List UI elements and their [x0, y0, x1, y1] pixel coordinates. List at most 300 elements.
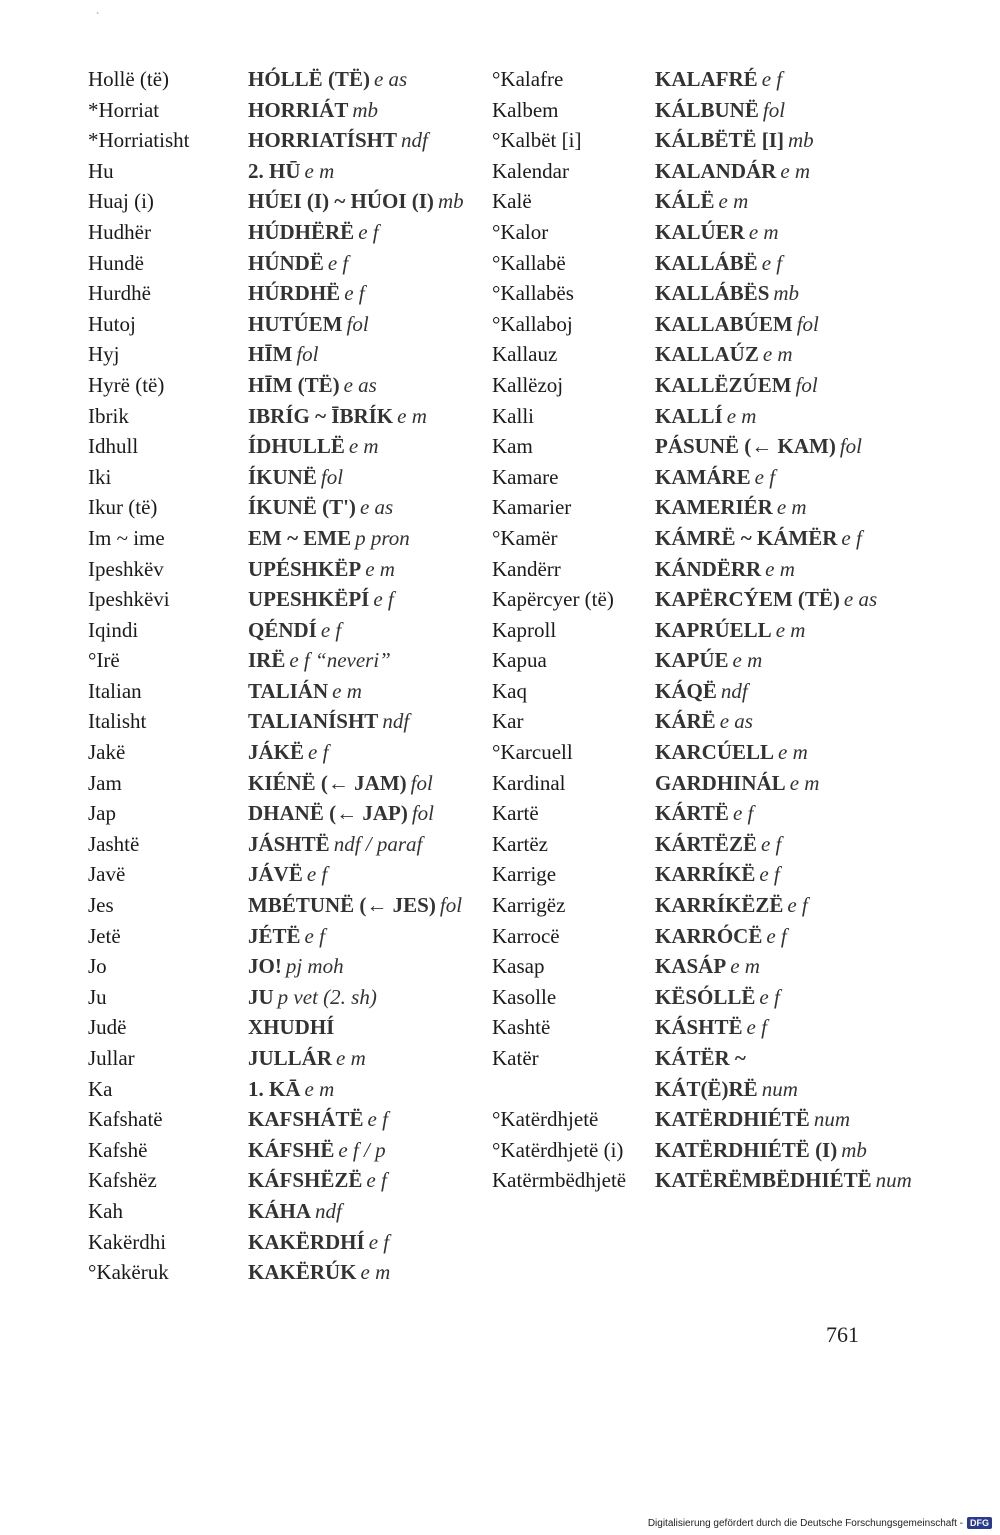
albanian-headword: °Kakëruk — [88, 1260, 169, 1285]
arbresh-word: JULLÁR — [248, 1046, 333, 1070]
grammar-label: e m — [776, 495, 807, 520]
grammar-label: e m — [780, 158, 811, 183]
arbresh-equivalent — [655, 339, 892, 370]
footer — [648, 1517, 992, 1529]
grammar-label: e m — [778, 740, 808, 765]
dictionary-entry — [492, 951, 892, 982]
grammar-label: fol — [796, 311, 819, 336]
albanian-headword: Kaproll — [492, 617, 557, 642]
arbresh-word: ÍKUNË (T') — [248, 495, 356, 520]
albanian-headword: Kandërr — [492, 556, 561, 581]
arbresh-equivalent — [655, 951, 892, 982]
albanian-headword: °Katërdhjetë — [492, 1107, 599, 1132]
arbresh-word: KIÉNË (← JAM) — [248, 770, 407, 795]
dictionary-entry — [492, 248, 892, 279]
albanian-headword: °Kallabës — [492, 281, 574, 306]
arbresh-word: KALLABÚEM — [655, 311, 793, 336]
grammar-label: fol — [411, 801, 434, 826]
arbresh-word: KAFSHÁTË — [248, 1107, 364, 1132]
dictionary-entry — [88, 921, 488, 952]
arbresh-equivalent — [655, 584, 892, 615]
grammar-label: e m — [360, 1260, 391, 1285]
dictionary-entry — [88, 1043, 488, 1074]
albanian-headword: Kapua — [492, 648, 547, 673]
dictionary-entry — [88, 1257, 488, 1288]
dictionary-entry — [492, 890, 892, 921]
arbresh-equivalent — [248, 156, 488, 187]
grammar-label: fol — [439, 893, 463, 918]
albanian-headword: Ju — [88, 984, 107, 1009]
arbresh-equivalent — [655, 645, 892, 676]
dictionary-entry — [88, 951, 488, 982]
grammar-label: e f — [759, 984, 780, 1009]
dictionary-entry — [492, 829, 892, 860]
dictionary-entry — [492, 95, 892, 126]
albanian-headword: Jam — [88, 770, 122, 795]
grammar-label: e as — [343, 372, 377, 397]
grammar-label: e m — [726, 403, 757, 428]
grammar-label: e m — [789, 770, 820, 795]
grammar-label: mb — [841, 1137, 867, 1162]
arbresh-word: KALÚER — [655, 219, 745, 244]
arbresh-equivalent — [248, 982, 488, 1013]
dictionary-entry — [492, 554, 892, 585]
dictionary-entry — [492, 523, 892, 554]
arbresh-equivalent — [248, 64, 488, 95]
arbresh-word: KATËRDHIÉTË — [655, 1107, 810, 1132]
albanian-headword: Kafshëz — [88, 1168, 157, 1193]
arbresh-word: IBRÍG ~ ĪBRÍK — [248, 403, 394, 428]
arbresh-word: 2. HŪ — [248, 158, 301, 183]
arbresh-equivalent — [655, 462, 892, 493]
arbresh-equivalent — [248, 1043, 488, 1074]
arbresh-equivalent — [655, 492, 892, 523]
dictionary-entry — [88, 615, 488, 646]
albanian-headword: Hundë — [88, 250, 144, 275]
albanian-headword: Kapërcyer (të) — [492, 587, 614, 612]
albanian-headword: Kafshatë — [88, 1107, 163, 1132]
grammar-label: num — [761, 1076, 798, 1101]
albanian-headword: Hu — [88, 158, 114, 183]
arbresh-word: JÁKË — [248, 740, 305, 765]
arbresh-word: KAMÁRE — [655, 464, 751, 489]
arbresh-equivalent — [248, 1012, 488, 1043]
albanian-headword: Kakërdhi — [88, 1229, 167, 1254]
dictionary-entry — [88, 492, 488, 523]
arbresh-equivalent — [248, 1257, 488, 1288]
arbresh-word: KÁRTË — [655, 801, 729, 826]
scan-mark: ` — [96, 12, 100, 23]
albanian-headword: °Irë — [88, 648, 120, 673]
dictionary-entry — [88, 370, 488, 401]
arbresh-equivalent — [655, 1135, 892, 1166]
arbresh-word: KAKËRÚK — [248, 1260, 357, 1285]
grammar-label: fol — [762, 97, 786, 122]
grammar-label: e f — [304, 923, 325, 948]
arbresh-equivalent — [248, 1165, 488, 1196]
arbresh-equivalent — [655, 859, 892, 890]
arbresh-word: KARRÍKËZË — [655, 893, 784, 918]
albanian-headword: Huaj (i) — [88, 189, 154, 214]
arbresh-equivalent — [655, 615, 892, 646]
dictionary-entry — [88, 829, 488, 860]
dictionary-entry — [492, 125, 892, 156]
grammar-label: e m — [732, 648, 763, 673]
albanian-headword: Ipeshkëvi — [88, 587, 170, 612]
dictionary-entry — [88, 584, 488, 615]
dictionary-entry — [492, 921, 892, 952]
grammar-label: fol — [296, 342, 319, 367]
grammar-label: e f — [368, 1229, 390, 1254]
arbresh-equivalent — [655, 95, 892, 126]
dictionary-entry — [88, 401, 488, 432]
arbresh-word: TALIÁN — [248, 678, 329, 703]
grammar-label: fol — [320, 464, 344, 489]
arbresh-equivalent — [655, 248, 892, 279]
albanian-headword: Jap — [88, 801, 116, 826]
grammar-label: e f — [754, 464, 776, 489]
albanian-headword: Kam — [492, 434, 533, 459]
dictionary-entry — [88, 554, 488, 585]
arbresh-word: HORRIATÍSHT — [248, 128, 397, 153]
albanian-headword: Kalë — [492, 189, 532, 214]
grammar-label: e m — [397, 403, 427, 428]
albanian-headword: Hudhër — [88, 219, 151, 244]
albanian-headword: Italisht — [88, 709, 147, 734]
albanian-headword: *Horriat — [88, 97, 160, 122]
arbresh-word: ÍDHULLË — [248, 434, 345, 459]
dictionary-entry — [492, 706, 892, 737]
grammar-label: e m — [718, 189, 749, 214]
arbresh-word: KARRÍKË — [655, 862, 756, 887]
albanian-headword: Ka — [88, 1076, 113, 1101]
dictionary-entry — [492, 615, 892, 646]
dictionary-entry — [492, 645, 892, 676]
grammar-label: e f — [761, 67, 783, 91]
arbresh-equivalent — [248, 186, 488, 217]
arbresh-equivalent — [248, 278, 488, 309]
dictionary-entry — [88, 125, 488, 156]
arbresh-equivalent — [248, 921, 488, 952]
arbresh-equivalent — [655, 982, 892, 1013]
arbresh-equivalent — [655, 401, 892, 432]
arbresh-word: HÚDHËRË — [248, 219, 355, 244]
dictionary-entry — [88, 309, 488, 340]
albanian-headword: Katër — [492, 1046, 539, 1070]
dictionary-entry — [88, 64, 488, 95]
dictionary-entry — [492, 859, 892, 890]
albanian-headword: Kashtë — [492, 1015, 551, 1040]
arbresh-word: HÚEI (I) ~ HÚOI (I) — [248, 189, 434, 214]
arbresh-word: KARRÓCË — [655, 923, 763, 948]
dictionary-entry — [88, 95, 488, 126]
albanian-headword: Ikur (të) — [88, 495, 158, 520]
albanian-headword: Jes — [88, 893, 114, 918]
arbresh-word: HÓLLË (TË) — [248, 67, 370, 91]
grammar-label: e f — [327, 250, 349, 275]
grammar-label: e f — [746, 1015, 767, 1040]
arbresh-equivalent — [655, 370, 892, 401]
arbresh-equivalent — [248, 1196, 488, 1227]
arbresh-equivalent — [248, 829, 488, 860]
arbresh-equivalent — [248, 370, 488, 401]
grammar-label: e m — [336, 1046, 366, 1070]
dictionary-entry — [492, 798, 892, 829]
arbresh-equivalent — [248, 339, 488, 370]
grammar-label: e f — [373, 587, 394, 612]
arbresh-equivalent — [655, 156, 892, 187]
dictionary-entry — [492, 64, 892, 95]
grammar-label: e f — [766, 923, 787, 948]
grammar-label: e f / p — [338, 1137, 386, 1162]
dictionary-entry — [88, 982, 488, 1013]
arbresh-equivalent — [248, 1104, 488, 1135]
arbresh-word: KALAFRÉ — [655, 67, 758, 91]
albanian-headword: Kartë — [492, 801, 539, 826]
arbresh-word: QÉNDÍ — [248, 617, 317, 642]
grammar-label: ndf — [400, 128, 428, 153]
grammar-label: e f — [344, 281, 365, 306]
dictionary-entry — [492, 492, 892, 523]
grammar-label: e m — [748, 219, 779, 244]
arbresh-word: KÁLË — [655, 189, 715, 214]
albanian-headword: Kallëzoj — [492, 372, 564, 397]
grammar-label: e m — [775, 617, 806, 642]
albanian-headword: Jo — [88, 954, 107, 979]
albanian-headword: Kalli — [492, 403, 534, 428]
albanian-headword: Kaq — [492, 678, 527, 703]
albanian-headword: Hyj — [88, 342, 120, 367]
arbresh-word: KÁMRË ~ KÁMËR — [655, 525, 838, 550]
arbresh-word: 1. KĀ — [248, 1076, 301, 1101]
arbresh-word: JÉTË — [248, 923, 301, 948]
arbresh-equivalent — [655, 798, 892, 829]
albanian-headword: Jashtë — [88, 831, 140, 856]
albanian-headword: Karrocë — [492, 923, 560, 948]
arbresh-word: EM ~ EME — [248, 525, 352, 550]
dictionary-entry — [492, 401, 892, 432]
arbresh-word: KATËRDHIÉTË (I) — [655, 1137, 838, 1162]
albanian-headword: Judë — [88, 1015, 127, 1040]
albanian-headword: Kah — [88, 1198, 123, 1223]
arbresh-equivalent — [248, 1074, 488, 1105]
albanian-headword: °Kamër — [492, 525, 558, 550]
grammar-label: e f — [320, 617, 342, 642]
page-number: 761 — [826, 1322, 859, 1347]
arbresh-equivalent — [248, 951, 488, 982]
grammar-label: e as — [719, 709, 753, 734]
dictionary-entry — [492, 339, 892, 370]
dictionary-entry — [88, 462, 488, 493]
arbresh-equivalent — [248, 798, 488, 829]
arbresh-equivalent — [248, 248, 488, 279]
dictionary-entry — [88, 278, 488, 309]
arbresh-word: KÁLBUNË — [655, 97, 759, 122]
grammar-label: e f — [787, 893, 808, 918]
arbresh-word: KATËRËMBËDHIÉTË — [655, 1168, 872, 1193]
arbresh-word: HĪM (TË) — [248, 372, 340, 397]
arbresh-word: TALIANÍSHT — [248, 709, 379, 734]
arbresh-word: IRË — [248, 648, 286, 673]
albanian-headword: Idhull — [88, 434, 139, 459]
arbresh-equivalent — [655, 186, 892, 217]
grammar-label: e f — [366, 1168, 387, 1193]
dictionary-entry — [88, 1135, 488, 1166]
dfg-logo: DFG — [967, 1517, 992, 1529]
albanian-headword: Kamarier — [492, 495, 572, 520]
arbresh-word: KËSÓLLË — [655, 984, 756, 1009]
arbresh-word: JÁSHTË — [248, 831, 330, 856]
grammar-label: num — [875, 1168, 912, 1193]
albanian-headword: Hyrë (të) — [88, 372, 165, 397]
arbresh-equivalent — [655, 1043, 892, 1104]
arbresh-equivalent — [248, 95, 488, 126]
dictionary-entry — [492, 982, 892, 1013]
arbresh-equivalent — [248, 401, 488, 432]
dictionary-entry — [492, 768, 892, 799]
arbresh-word: KARCÚELL — [655, 740, 775, 765]
arbresh-equivalent — [248, 706, 488, 737]
arbresh-word: XHUDHÍ — [248, 1015, 335, 1040]
arbresh-equivalent — [655, 64, 892, 95]
grammar-label: e as — [373, 67, 408, 91]
grammar-label: pj moh — [285, 954, 344, 979]
arbresh-word: KALLÁBËS — [655, 281, 770, 306]
arbresh-word: KALANDÁR — [655, 158, 777, 183]
grammar-label: fol — [346, 311, 369, 336]
grammar-label: mb — [787, 128, 814, 153]
albanian-headword: Kalbem — [492, 97, 559, 122]
arbresh-equivalent — [655, 431, 892, 462]
arbresh-word: ÍKUNË — [248, 464, 317, 489]
arbresh-word: KÁFSHË — [248, 1137, 335, 1162]
arbresh-equivalent — [248, 645, 488, 676]
arbresh-word: HÚNDË — [248, 250, 324, 275]
grammar-label: p pron — [355, 525, 410, 550]
albanian-headword: Karrigëz — [492, 893, 566, 918]
albanian-headword: Jakë — [88, 740, 126, 765]
grammar-label: mb — [437, 189, 464, 214]
arbresh-equivalent — [655, 309, 892, 340]
arbresh-word: GARDHINÁL — [655, 770, 786, 795]
dictionary-entry — [88, 890, 488, 921]
grammar-label: ndf — [315, 1198, 342, 1223]
right-column — [492, 64, 912, 1196]
arbresh-word: KÁTËR ~ KÁT(Ë)RË — [655, 1046, 758, 1101]
grammar-label: e m — [304, 158, 335, 183]
grammar-label: e f — [732, 801, 754, 826]
dictionary-entry — [88, 1104, 488, 1135]
grammar-label: p vet (2. sh) — [277, 984, 377, 1009]
dictionary-entry — [88, 798, 488, 829]
dictionary-entry — [492, 1165, 912, 1196]
albanian-headword: Kartëz — [492, 831, 548, 856]
grammar-label: e f “neveri” — [289, 648, 391, 673]
arbresh-word: KAPËRCÝEM (TË) — [655, 587, 840, 612]
albanian-headword: Ibrik — [88, 403, 129, 428]
arbresh-word: UPÉSHKËP — [248, 556, 362, 581]
albanian-headword: Kalendar — [492, 158, 569, 183]
arbresh-word: HORRIÁT — [248, 97, 349, 122]
arbresh-equivalent — [655, 1165, 912, 1196]
grammar-label: e m — [765, 556, 795, 581]
arbresh-word: KAPÚE — [655, 648, 729, 673]
arbresh-equivalent — [655, 829, 892, 860]
albanian-headword: Kardinal — [492, 770, 566, 795]
arbresh-word: HUTÚEM — [248, 311, 343, 336]
dictionary-entry — [492, 584, 892, 615]
dictionary-entry — [88, 706, 488, 737]
grammar-label: e f — [841, 525, 862, 550]
albanian-headword: Kallauz — [492, 342, 558, 367]
grammar-label: fol — [795, 372, 818, 397]
albanian-headword: °Kallaboj — [492, 311, 573, 336]
albanian-headword: *Horriatisht — [88, 128, 190, 153]
arbresh-equivalent — [655, 523, 892, 554]
albanian-headword: °Kalbët [i] — [492, 128, 582, 153]
arbresh-word: KALLËZÚEM — [655, 372, 792, 397]
albanian-headword: °Kallabë — [492, 250, 566, 275]
arbresh-equivalent — [248, 768, 488, 799]
grammar-label: num — [813, 1107, 850, 1132]
arbresh-word: PÁSUNË (← KAM) — [655, 434, 836, 459]
arbresh-equivalent — [655, 554, 892, 585]
arbresh-word: JU — [248, 984, 274, 1009]
grammar-label: ndf / paraf — [333, 831, 423, 856]
grammar-label: e f — [358, 219, 379, 244]
albanian-headword: Iki — [88, 464, 112, 489]
albanian-headword: °Karcuell — [492, 740, 573, 765]
albanian-headword: Ipeshkëv — [88, 556, 164, 581]
arbresh-word: KAMERIÉR — [655, 495, 773, 520]
arbresh-word: KÁLBËTË [I] — [655, 128, 784, 153]
grammar-label: e f — [761, 250, 783, 275]
grammar-label: e m — [762, 342, 793, 367]
dictionary-entry — [492, 676, 892, 707]
albanian-headword: Kasolle — [492, 984, 557, 1009]
arbresh-equivalent — [248, 859, 488, 890]
grammar-label: fol — [410, 770, 433, 795]
dictionary-entry — [88, 156, 488, 187]
arbresh-equivalent — [655, 1104, 892, 1135]
albanian-headword: Hutoj — [88, 311, 136, 336]
arbresh-word: MBÉTUNË (← JES) — [248, 893, 436, 918]
arbresh-equivalent — [248, 217, 488, 248]
grammar-label: e as — [359, 495, 394, 520]
albanian-headword: Iqindi — [88, 617, 139, 642]
albanian-headword: Karrige — [492, 862, 557, 887]
albanian-headword: °Kalor — [492, 219, 549, 244]
arbresh-equivalent — [655, 921, 892, 952]
dictionary-entry — [88, 217, 488, 248]
albanian-headword: Katërmbëdhjetë — [492, 1168, 627, 1193]
albanian-headword: Kasap — [492, 954, 545, 979]
arbresh-word: KÁHA — [248, 1198, 311, 1223]
arbresh-word: KAPRÚELL — [655, 617, 772, 642]
grammar-label: ndf — [382, 709, 410, 734]
arbresh-equivalent — [248, 676, 488, 707]
arbresh-equivalent — [248, 1227, 488, 1258]
dictionary-entry — [88, 676, 488, 707]
arbresh-equivalent — [248, 431, 488, 462]
dictionary-entry — [492, 217, 892, 248]
arbresh-word: KÁFSHËZË — [248, 1168, 363, 1193]
albanian-headword: Jullar — [88, 1046, 135, 1070]
arbresh-word: KALLAÚZ — [655, 342, 759, 367]
arbresh-equivalent — [655, 125, 892, 156]
arbresh-equivalent — [248, 615, 488, 646]
dictionary-entry — [88, 1227, 488, 1258]
